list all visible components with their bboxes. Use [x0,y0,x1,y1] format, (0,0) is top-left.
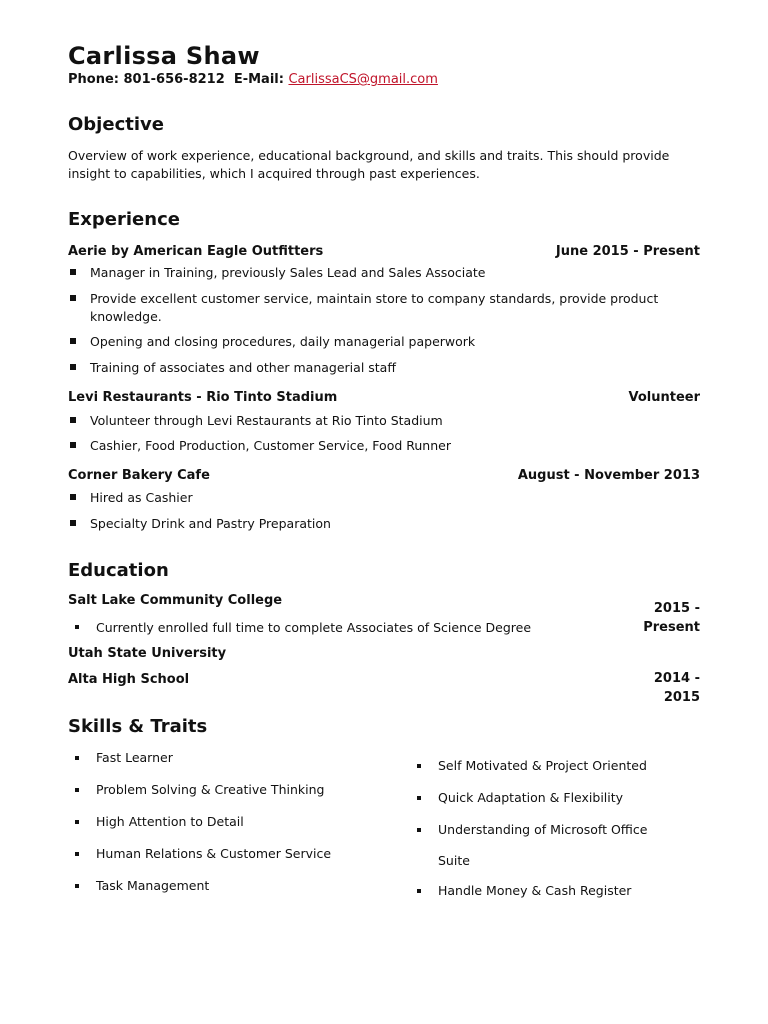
bullet-square-icon [70,442,76,448]
skill-item: Quick Adaptation & Flexibility [438,790,624,805]
skill-item: High Attention to Detail [96,814,244,829]
school-name: Alta High School [68,672,190,687]
skill-item: Self Motivated & Project Oriented [438,758,647,773]
phone-label: Phone: [68,72,119,87]
school-name: Utah State University [68,646,227,661]
job-date: June 2015 - Present [555,244,700,259]
bullet-dot-icon [417,764,421,768]
experience-heading: Experience [68,209,180,230]
job-bullet: Training of associates and other managerial staff [90,360,396,375]
phone-number: 801-656-8212 [123,72,225,87]
email-label: E-Mail: [233,72,284,87]
bullet-square-icon [70,295,76,301]
job-title: Corner Bakery Cafe [68,468,210,483]
bullet-dot-icon [75,884,79,888]
job-date: Volunteer [628,390,700,405]
bullet-dot-icon [75,625,79,629]
job-title: Levi Restaurants - Rio Tinto Stadium [68,390,338,405]
objective-heading: Objective [68,114,164,135]
skill-item-continuation: Suite [438,853,470,868]
bullet-dot-icon [75,756,79,760]
job-date: August - November 2013 [517,468,700,483]
bullet-square-icon [70,520,76,526]
school-date-start: 2014 - [653,671,700,686]
email-link[interactable]: CarlissaCS@gmail.com [288,72,438,87]
skill-item: Fast Learner [96,750,173,765]
job-bullet: Provide excellent customer service, maintain store to company standards, provide product knowledge. [90,291,659,324]
job-bullet: Cashier, Food Production, Customer Service, Food Runner [90,438,451,453]
bullet-dot-icon [417,889,421,893]
school-date-end: Present [643,620,700,635]
school-date [630,669,700,707]
bullet-dot-icon [75,788,79,792]
school-date-clip [600,666,710,705]
bullet-square-icon [70,269,76,275]
school-date-end: 2015 [663,690,700,705]
skill-item: Problem Solving & Creative Thinking [96,782,325,797]
skill-item: Handle Money & Cash Register [438,883,632,898]
bullet-dot-icon [417,828,421,832]
skills-heading: Skills & Traits [68,716,208,737]
bullet-square-icon [70,338,76,344]
school-bullet: Currently enrolled full time to complete Associates of Science Degree [96,620,532,635]
bullet-dot-icon [75,852,79,856]
contact-line [68,72,438,87]
applicant-name: Carlissa Shaw [68,42,260,70]
job-title: Aerie by American Eagle Outfitters [68,244,324,259]
education-heading: Education [68,560,169,581]
bullet-square-icon [70,364,76,370]
job-bullet: Specialty Drink and Pastry Preparation [90,516,331,531]
job-bullet: Opening and closing procedures, daily managerial paperwork [90,334,476,349]
job-bullet: Hired as Cashier [90,490,193,505]
skill-item: Human Relations & Customer Service [96,846,332,861]
bullet-dot-icon [417,796,421,800]
job-bullet: Manager in Training, previously Sales Lead and Sales Associate [90,265,486,280]
job-bullet: Volunteer through Levi Restaurants at Rio Tinto Stadium [90,413,443,428]
bullet-square-icon [70,494,76,500]
objective-text: Overview of work experience, educational background, and skills and traits. This should provide insight to capabilities, which I acquired through past experiences. [68,148,670,181]
skill-item: Understanding of Microsoft Office [438,822,648,837]
bullet-square-icon [70,417,76,423]
skill-item: Task Management [96,878,210,893]
school-name: Salt Lake Community College [68,593,283,608]
school-date-start: 2015 - [653,601,700,616]
bullet-dot-icon [75,820,79,824]
